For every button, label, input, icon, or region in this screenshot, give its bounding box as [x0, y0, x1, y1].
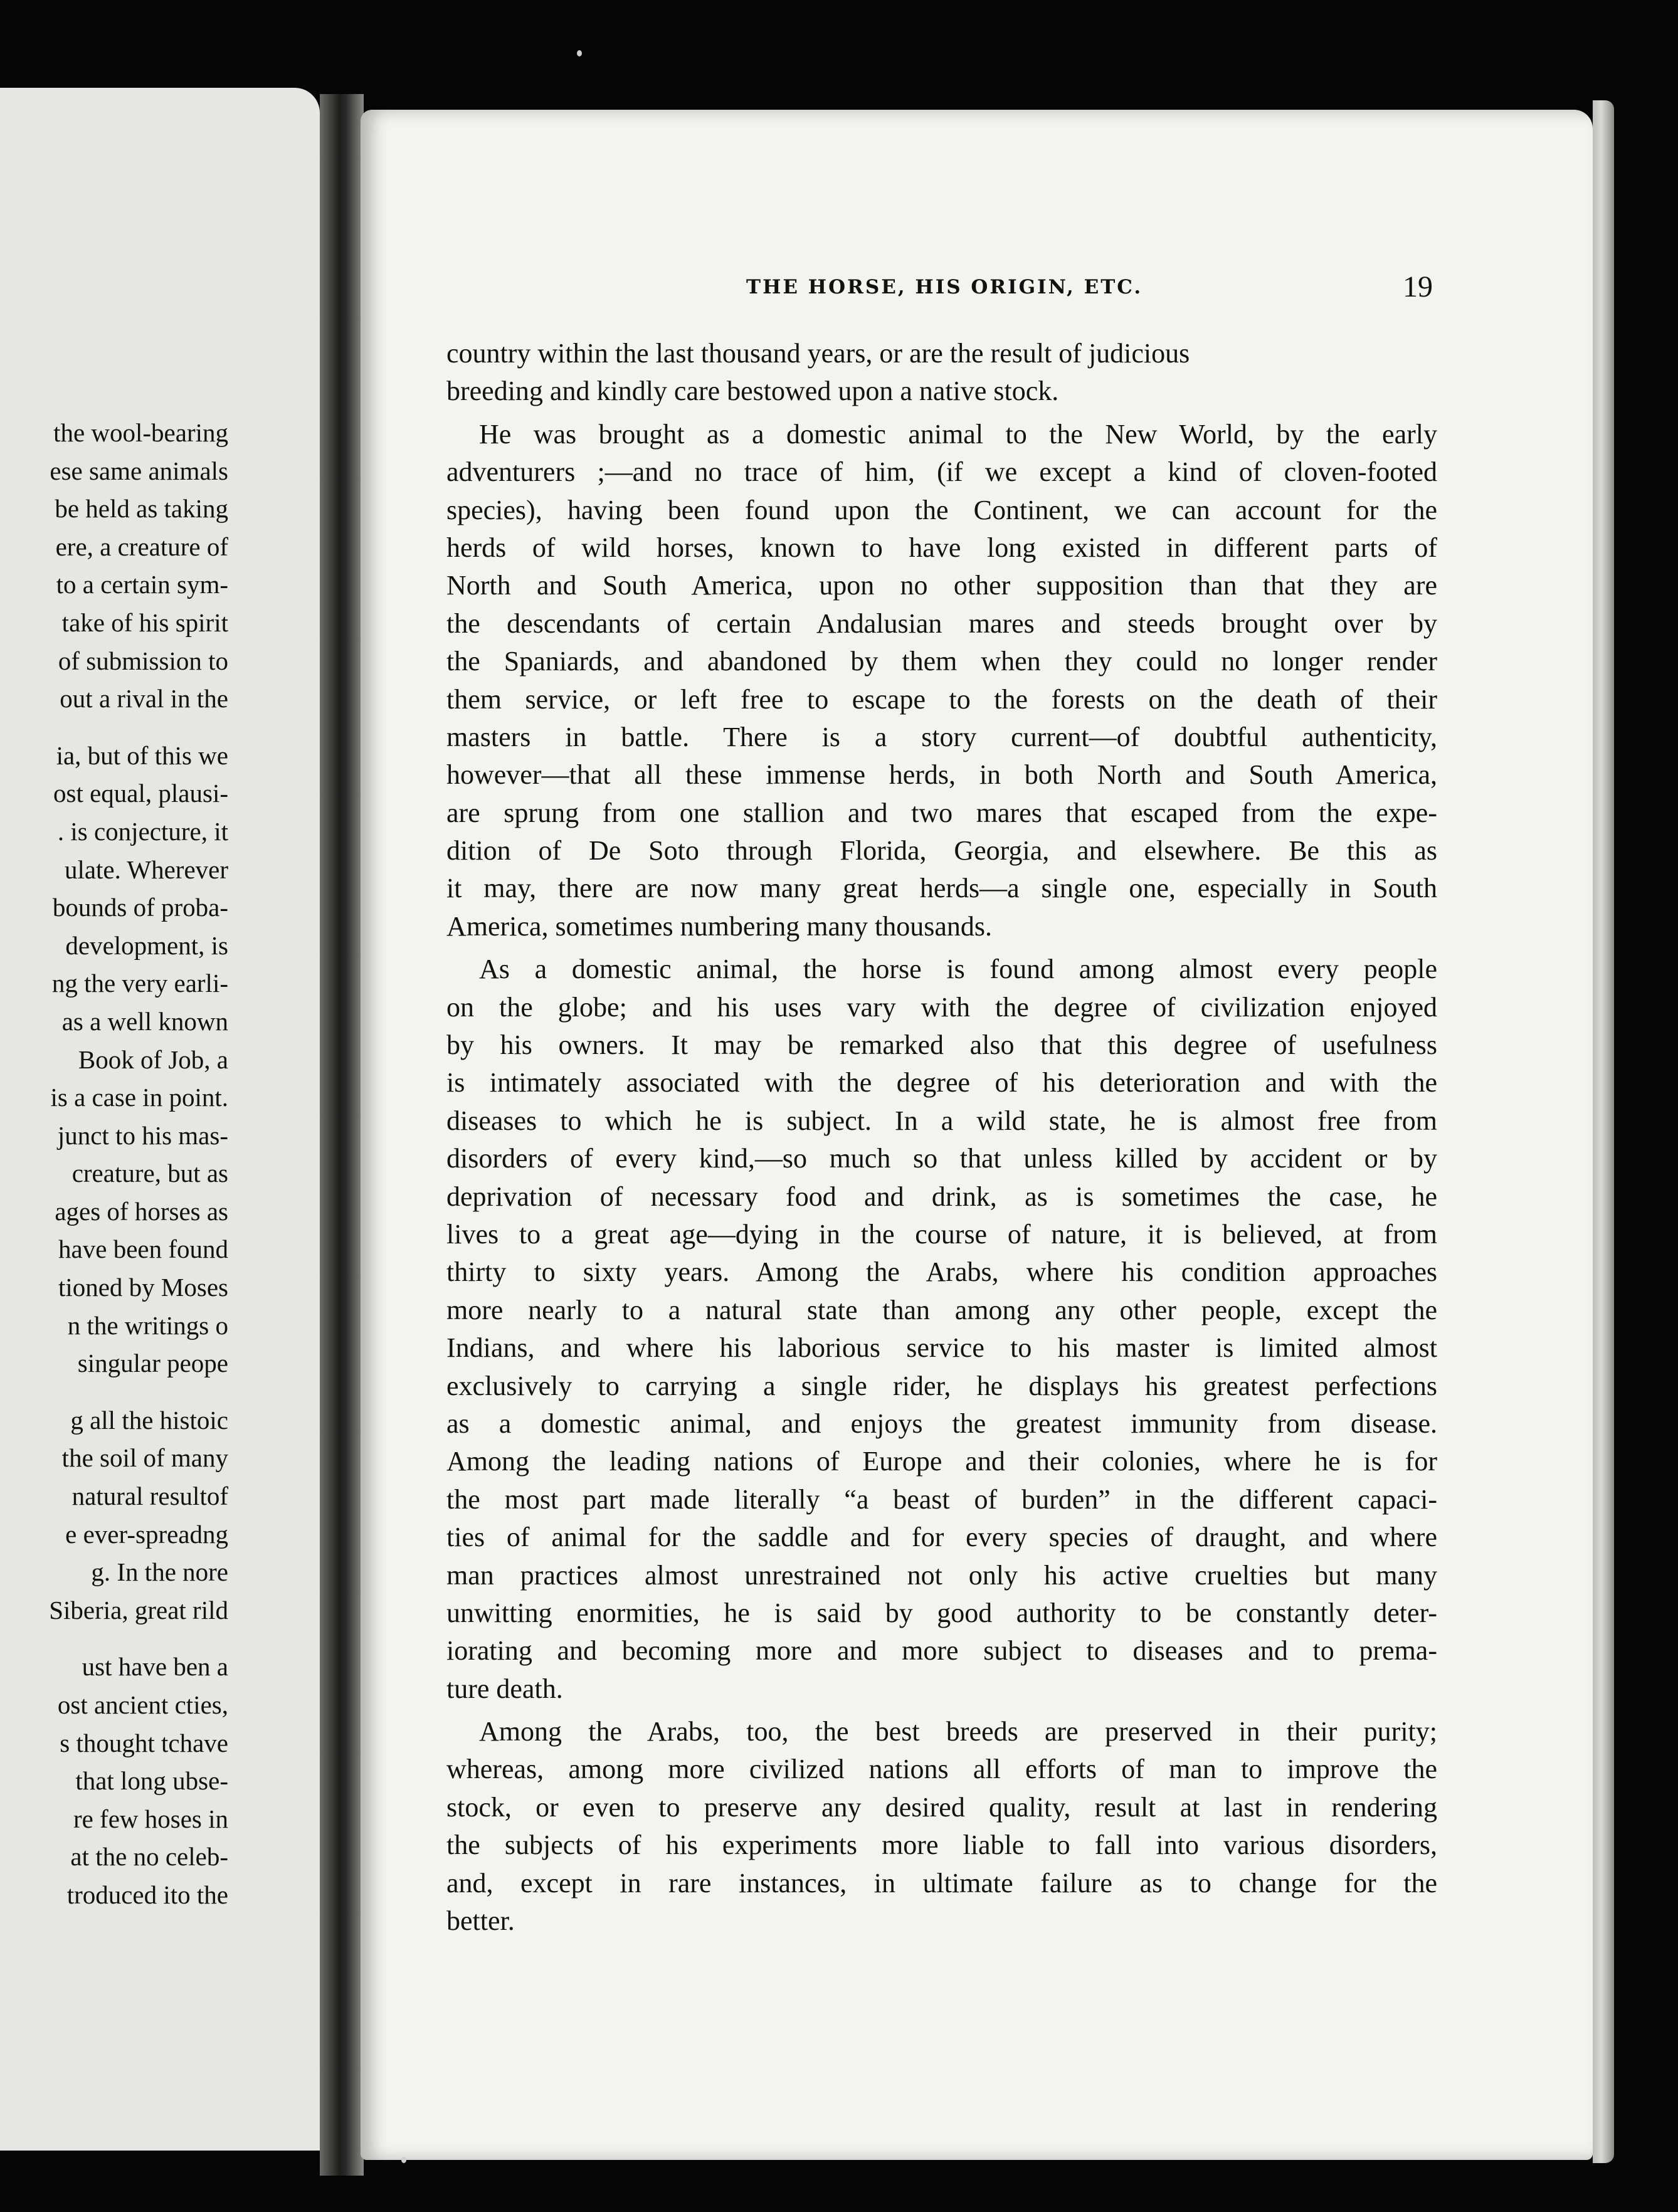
text-line: unwitting enormities, he is said by good authority to be constantly deter-	[446, 1597, 1437, 1628]
left-text-line: ng the very earli-	[51, 969, 228, 998]
text-line: species), having been found upon the Continent, we can account for the	[446, 494, 1437, 525]
left-page-text	[0, 414, 228, 1914]
text-line: ture death.	[446, 1673, 563, 1704]
left-text-line: out a rival in the	[60, 684, 228, 714]
left-text-line: have been found	[58, 1235, 228, 1264]
text-line: lives to a great age—dying in the course of nature, it is believed, at from	[446, 1218, 1437, 1250]
text-line: country within the last thousand years, or are the result of judicious	[446, 338, 1190, 369]
left-text-line: ese same animals	[50, 456, 228, 485]
page-number: 19	[1403, 270, 1433, 303]
left-text-line: to a certain sym-	[56, 570, 228, 599]
left-text-line: g all the histoic	[70, 1405, 228, 1435]
text-line: ties of animal for the saddle and for every species of draught, and where	[446, 1522, 1437, 1553]
text-line: As a domestic animal, the horse is found among almost every people	[479, 954, 1437, 985]
text-line: thirty to sixty years. Among the Arabs, where his condition approaches	[446, 1256, 1437, 1288]
text-line: man practices almost unrestrained not only his active cruelties but many	[446, 1559, 1437, 1591]
text-line: iorating and becoming more and more subject to diseases and to prema-	[446, 1635, 1437, 1667]
text-line: the Spaniards, and abandoned by them when they could no longer render	[446, 646, 1437, 677]
page-body-text	[446, 335, 1437, 1940]
left-text-line: creature, but as	[71, 1159, 228, 1188]
text-line: however—that all these immense herds, in both North and South America,	[446, 759, 1437, 791]
text-line: Among the leading nations of Europe and their colonies, where he is for	[446, 1446, 1437, 1477]
left-text-line: n the writings o	[67, 1310, 228, 1340]
left-text-line: singular peope	[77, 1349, 228, 1378]
left-facing-page	[0, 88, 320, 2151]
text-line: on the globe; and his uses vary with the degree of civilization enjoyed	[446, 991, 1437, 1023]
book-gutter	[320, 94, 364, 2176]
text-line: by his owners. It may be remarked also that this degree of usefulness	[446, 1030, 1437, 1061]
text-line: breeding and kindly care bestowed upon a native stock.	[446, 376, 1059, 407]
left-text-line: troduced ito the	[66, 1880, 228, 1909]
text-line: North and South America, upon no other supposition than that they are	[446, 570, 1437, 601]
left-text-line: tioned by Moses	[58, 1273, 228, 1302]
left-text-line: that long ubse-	[75, 1766, 228, 1796]
text-line: He was brought as a domestic animal to the New World, by the early	[479, 418, 1437, 450]
text-line: it may, there are now many great herds—a single one, especially in South	[446, 873, 1437, 904]
text-line: the most part made literally “a beast of burden” in the different capaci-	[446, 1483, 1437, 1515]
left-text-line	[0, 718, 228, 737]
left-text-line: bounds of proba-	[52, 893, 228, 922]
text-line: herds of wild horses, known to have long existed in different parts of	[446, 532, 1437, 563]
text-line: the descendants of certain Andalusian mares and steeds brought over by	[446, 608, 1437, 639]
left-text-line: . is conjecture, it	[57, 816, 228, 846]
text-line: Indians, and where his laborious service to his master is limited almost	[446, 1332, 1437, 1364]
left-text-line: junct to his mas-	[57, 1120, 228, 1150]
text-line: masters in battle. There is a story current—of doubtful authenticity,	[446, 721, 1437, 752]
left-text-line: ost ancient cties,	[57, 1690, 228, 1719]
text-line: diseases to which he is subject. In a wild state, he is almost free from	[446, 1105, 1437, 1136]
left-text-line: ia, but of this we	[56, 740, 228, 770]
left-text-line: ost equal, plausi-	[53, 779, 228, 808]
left-text-line: take of his spirit	[61, 608, 228, 637]
left-text-line: ust have ben a	[82, 1652, 228, 1682]
text-line: exclusively to carrying a single rider, he displays his greatest perfections	[446, 1370, 1437, 1401]
left-text-line: as a well known	[61, 1006, 228, 1036]
text-line: adventurers ;—and no trace of him, (if we except a kind of cloven-footed	[446, 456, 1437, 488]
left-text-line: ere, a creature of	[55, 532, 228, 561]
left-text-line: s thought tchave	[60, 1728, 228, 1757]
text-line: Among the Arabs, too, the best breeds are preserved in their purity;	[479, 1716, 1437, 1747]
left-text-line: at the no celeb-	[70, 1842, 228, 1872]
dust-speck	[401, 2157, 406, 2163]
text-line: the subjects of his experiments more liable to fall into various disorders,	[446, 1830, 1437, 1861]
left-text-line: ulate. Wherever	[64, 855, 228, 884]
text-line: as a domestic animal, and enjoys the greatest immunity from disease.	[446, 1408, 1437, 1439]
left-text-line: e ever-spreadng	[65, 1519, 228, 1549]
text-line: is intimately associated with the degree of his deterioration and with the	[446, 1067, 1437, 1098]
text-line: them service, or left free to escape to the forests on the death of their	[446, 683, 1437, 715]
left-text-line: of submission to	[58, 646, 228, 675]
left-text-line: development, is	[65, 930, 228, 960]
left-text-line: is a case in point.	[50, 1083, 228, 1112]
text-line: whereas, among more civilized nations all efforts of man to improve the	[446, 1754, 1437, 1785]
dust-speck	[577, 50, 582, 56]
left-text-line: Siberia, great rild	[49, 1595, 228, 1625]
left-text-line	[0, 1629, 228, 1648]
left-text-line: natural resultof	[71, 1482, 228, 1511]
left-text-line: the wool-bearing	[53, 418, 228, 447]
text-line: and, except in rare instances, in ultimate failure as to change for the	[446, 1867, 1437, 1899]
left-text-line: re few hoses in	[73, 1804, 228, 1833]
text-line: stock, or even to preserve any desired quality, result at last in rendering	[446, 1791, 1437, 1823]
text-line: disorders of every kind,—so much so that unless killed by accident or by	[446, 1143, 1437, 1174]
text-line: more nearly to a natural state than among any other people, except the	[446, 1294, 1437, 1325]
running-head: THE HORSE, HIS ORIGIN, ETC.	[746, 276, 1143, 298]
text-line: better.	[446, 1905, 515, 1937]
left-text-line	[0, 1382, 228, 1401]
text-line: dition of De Soto through Florida, Georgia, and elsewhere. Be this as	[446, 835, 1437, 866]
left-text-line: the soil of many	[61, 1443, 228, 1473]
left-text-line: g. In the nore	[91, 1557, 228, 1587]
text-line: are sprung from one stallion and two mares that escaped from the expe-	[446, 797, 1437, 828]
left-text-line: Book of Job, a	[78, 1045, 228, 1074]
left-text-line: be held as taking	[55, 494, 228, 524]
text-line: deprivation of necessary food and drink, as is sometimes the case, he	[446, 1181, 1437, 1212]
text-line: America, sometimes numbering many thousands.	[446, 910, 993, 942]
left-text-line: ages of horses as	[55, 1196, 228, 1226]
page-edges	[1593, 100, 1614, 2163]
